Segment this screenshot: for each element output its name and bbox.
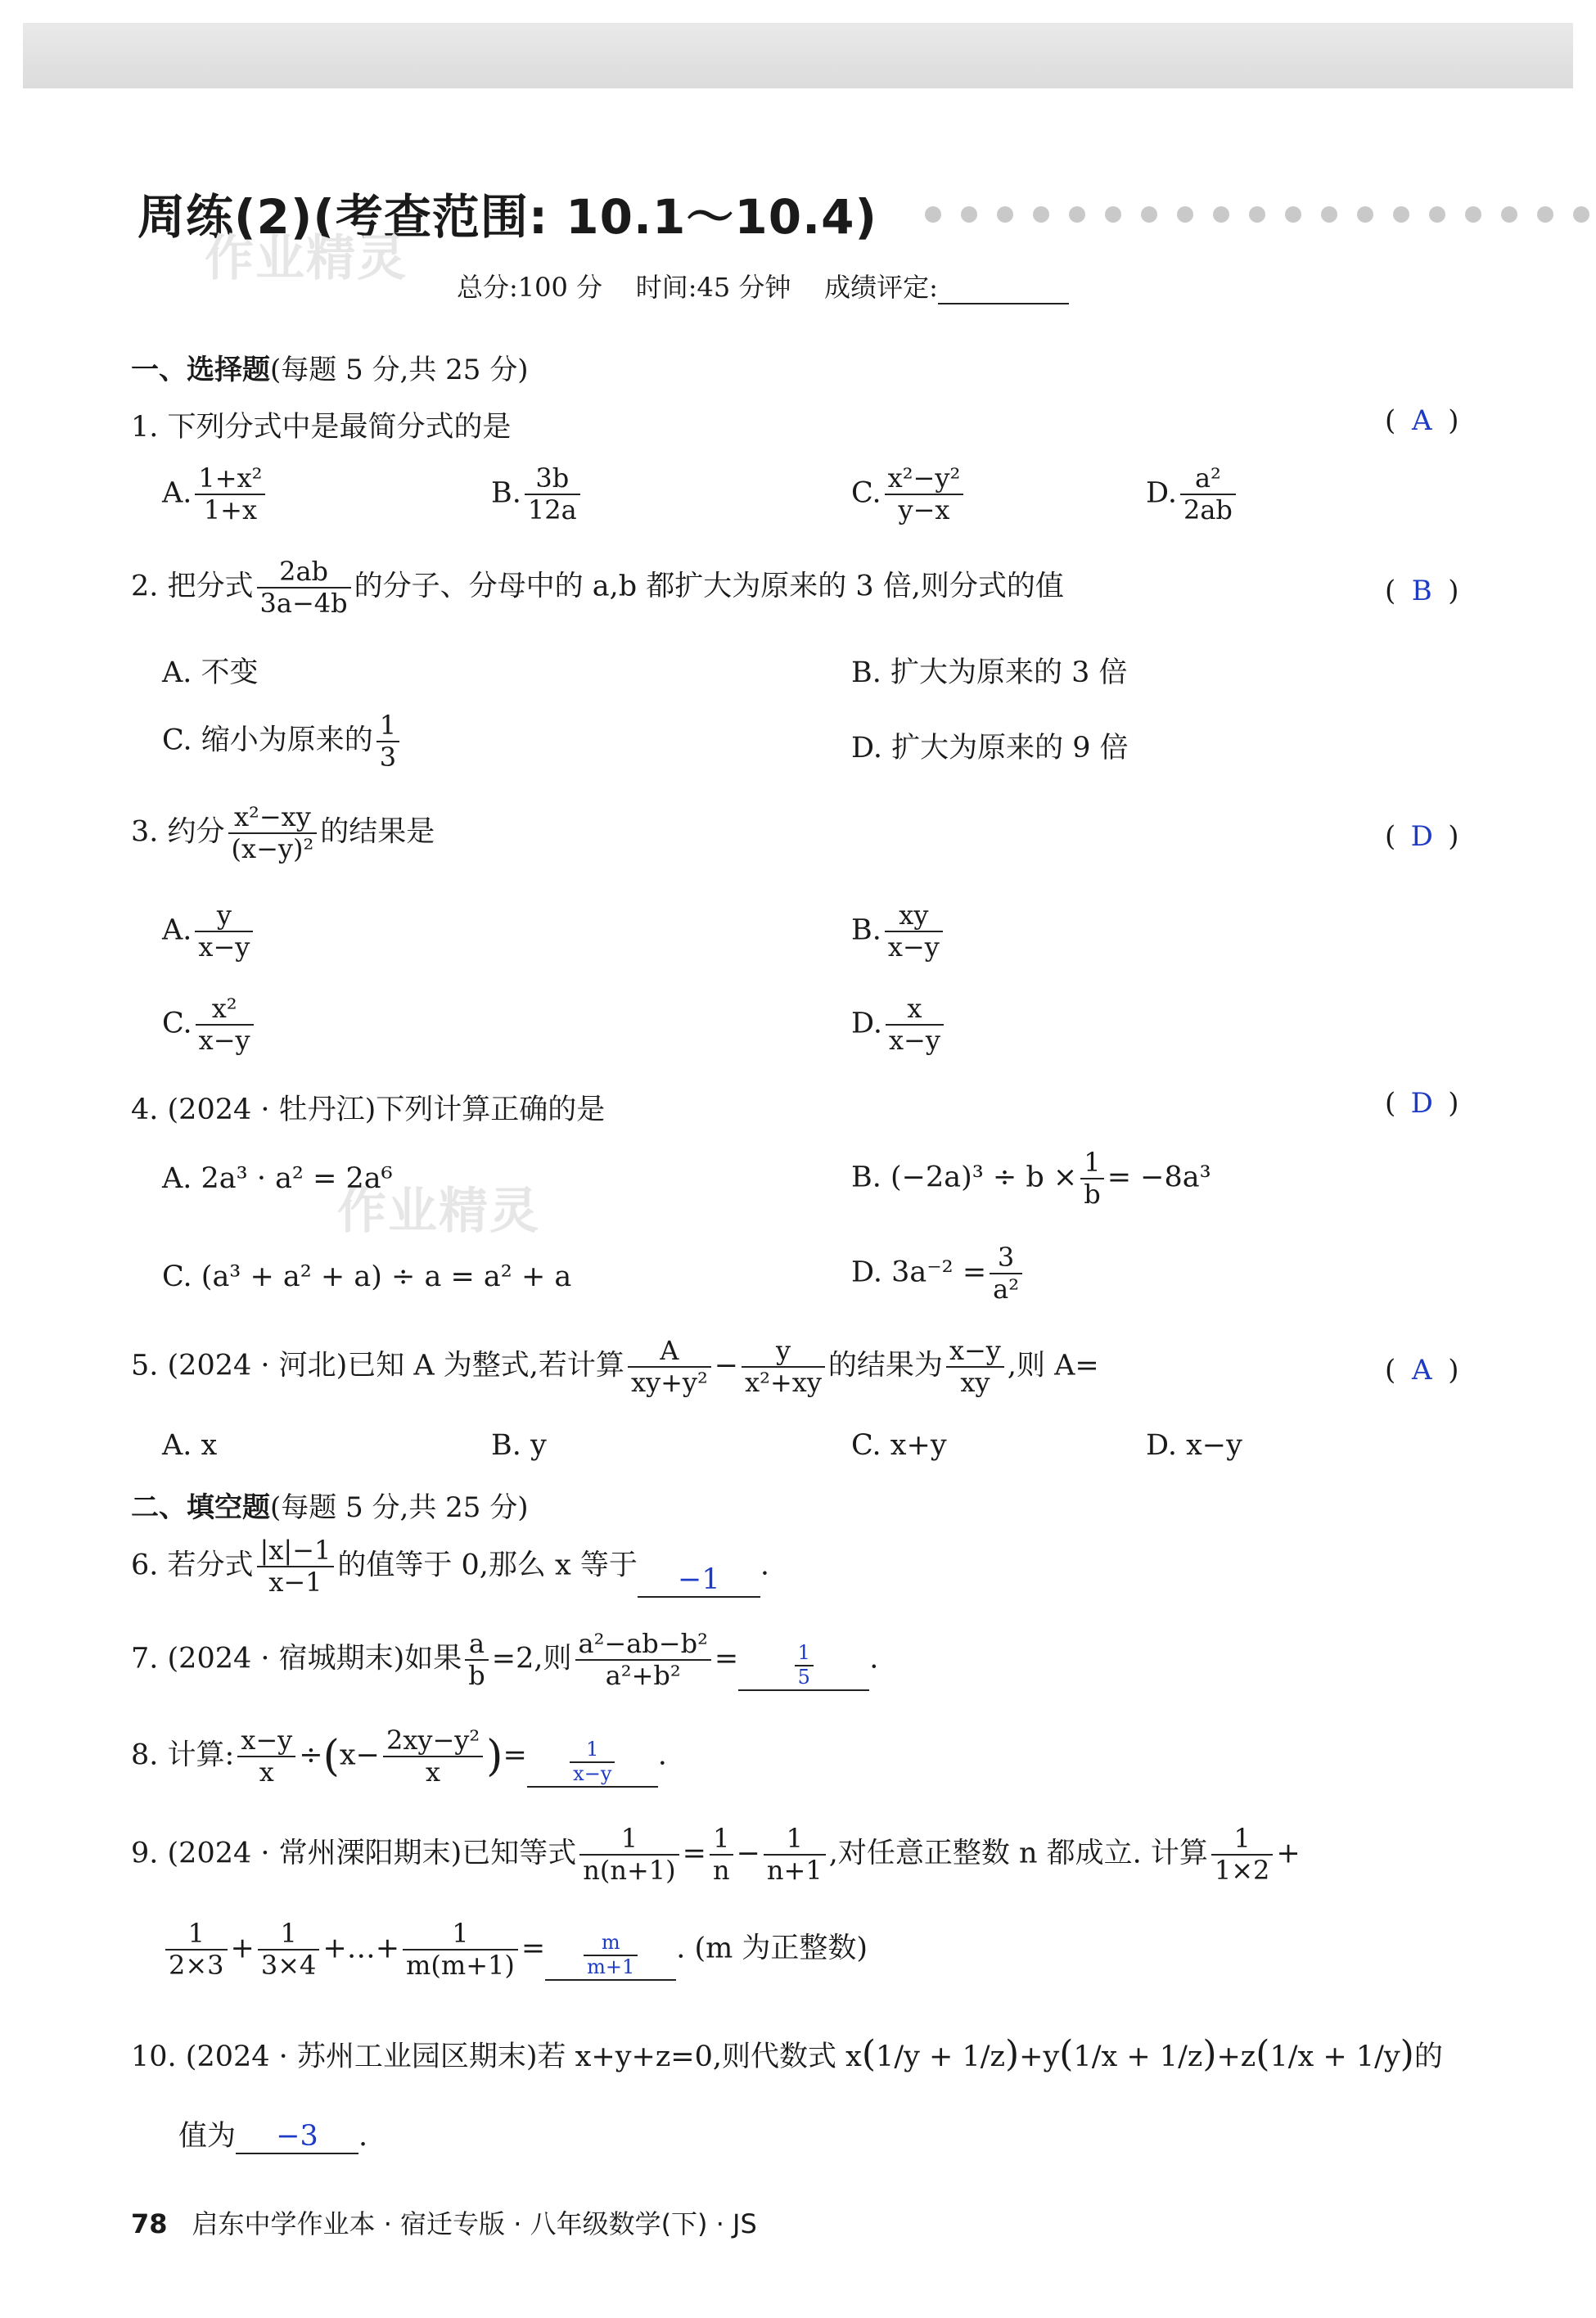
q4-option-a: A. 2a³ · a² = 2a⁶ [162, 1162, 393, 1195]
q3-option-c: C. $\frac{\text{x²}}{x-y}$ [162, 994, 257, 1056]
q5-stem: 5. (2024 · 河北)已知 A 为整式,若计算 $\frac{A}{\text{xy+y²}}$ − $\frac{y}{\text{x²+xy}}$ 的结果为 $\frac{x-y}{xy}$ ,则 A= [131, 1335, 1099, 1398]
q8-stem: 8. 计算: $\frac{x-y}{x}$ ÷(x− $\frac{\text{2xy−y²}}{x}$ )= $\frac{1}{x-y}$ . [131, 1725, 667, 1788]
q3-stem: 3. 约分 $\frac{\text{x²−xy}}{\text{(x−y)²}}$ 的结果是 [131, 801, 435, 864]
meta-line [457, 267, 1069, 304]
q2-option-b: B. 扩大为原来的 3 倍 [851, 656, 1128, 689]
watermark-2: 作业精灵 [337, 1183, 540, 1240]
title-dots [925, 206, 1596, 223]
q4-stem: 4. (2024 · 牡丹江)下列计算正确的是 [131, 1094, 606, 1126]
q2-option-c: C. 缩小为原来的 $\frac{1}{3}$ [162, 710, 403, 773]
q1-stem: 1. 下列分式中是最简分式的是 [131, 411, 512, 444]
q1-option-d: D. $\frac{\text{a²}}{2ab}$ [1146, 463, 1239, 525]
q4-option-c: C. (a³ + a² + a) ÷ a = a² + a [162, 1260, 572, 1293]
q3-option-b: B. $\frac{xy}{x-y}$ [851, 900, 946, 963]
q6-stem: 6. 若分式 $\frac{|x|-1}{x-1}$ 的值等于 0,那么 x 等于 −1 . [131, 1535, 769, 1598]
q9-stem: 9. (2024 · 常州溧阳期末)已知等式 $\frac{1}{n(n+1)}$ = $\frac{1}{n}$ − $\frac{1}{n+1}$ ,对任意正整数 n 都成立. 计算 $\frac{1}{1\times 2}$ + [131, 1823, 1301, 1886]
top-band [23, 23, 1573, 88]
q5-option-c: C. x+y [851, 1429, 947, 1462]
q4-answer: ( D ) [1385, 1087, 1459, 1120]
grade-label: 成绩评定: [824, 272, 938, 303]
section-1-heading: 一、选择题(每题 5 分,共 25 分) [131, 354, 529, 386]
q3-option-a: A. $\frac{y}{x-y}$ [162, 900, 256, 963]
footer-text: 启东中学作业本 · 宿迁专版 · 八年级数学(下) · JS [192, 2208, 757, 2239]
q3-answer: ( D ) [1385, 820, 1459, 853]
q7-answer-blank[interactable]: $\frac{1}{5}$ [738, 1642, 869, 1690]
q9-answer-blank[interactable]: $\frac{m}{m+1}$ [545, 1932, 676, 1980]
q1-answer: ( A ) [1385, 404, 1459, 437]
q4-option-d: D. 3a⁻² = $\frac{3}{\text{a²}}$ [851, 1242, 1026, 1305]
q2-option-d: D. 扩大为原来的 9 倍 [851, 732, 1129, 764]
q5-option-b: B. y [491, 1429, 547, 1462]
q9-line2: $\frac{1}{2\times 3}$ + $\frac{1}{3\times 4}$ +…+ $\frac{1}{m(m+1)}$ = $\frac{m}{m+1}$ . (m 为正整数) [162, 1919, 868, 1981]
page-title: 周练(2)(考查范围: 10.1～10.4) [138, 189, 877, 245]
q5-option-a: A. x [162, 1429, 218, 1462]
q10-line2: 值为 −3 . [178, 2120, 368, 2153]
section-2-heading: 二、填空题(每题 5 分,共 25 分) [131, 1491, 529, 1524]
page-number: 78 [131, 2208, 168, 2239]
q1-option-c: C. $\frac{\text{x²−y²}}{y-x}$ [851, 463, 967, 525]
q2-stem: 2. 把分式 $\frac{2ab}{3a-4b}$ 的分子、分母中的 a,b 都扩大为原来的 3 倍,则分式的值 [131, 556, 1064, 619]
q10-answer-blank[interactable]: −3 [236, 2120, 358, 2154]
q10-stem: 10. (2024 · 苏州工业园区期末)若 x+y+z=0,则代数式 x(1/y + 1/z)+y(1/x + 1/z)+z(1/x + 1/y)的 [131, 2033, 1443, 2075]
time-limit: 时间:45 分钟 [635, 272, 791, 303]
q1-option-a: A. $\frac{\text{1+x²}}{1+x}$ [162, 463, 268, 525]
q3-option-d: D. $\frac{x}{x-y}$ [851, 994, 947, 1056]
grade-blank[interactable] [938, 278, 1069, 304]
q7-stem: 7. (2024 · 宿城期末)如果 $\frac{a}{b}$ =2,则 $\frac{\text{a²−ab−b²}}{\text{a²+b²}}$ = $\frac{1}{5}$ . [131, 1628, 879, 1691]
q1-option-b: B. $\frac{3b}{12a}$ [491, 463, 584, 525]
footer [131, 2203, 757, 2241]
total-score: 总分:100 分 [457, 272, 603, 303]
q5-answer: ( A ) [1385, 1354, 1459, 1387]
q5-option-d: D. x−y [1146, 1429, 1242, 1462]
q8-answer-blank[interactable]: $\frac{1}{x-y}$ [527, 1738, 658, 1787]
q2-answer: ( B ) [1385, 575, 1459, 607]
q6-answer-blank[interactable]: −1 [638, 1563, 760, 1598]
watermark: 作业精灵 [205, 230, 408, 287]
q2-option-a: A. 不变 [162, 656, 259, 689]
q4-option-b: B. (−2a)³ ÷ b × $\frac{1}{b}$ = −8a³ [851, 1147, 1211, 1210]
